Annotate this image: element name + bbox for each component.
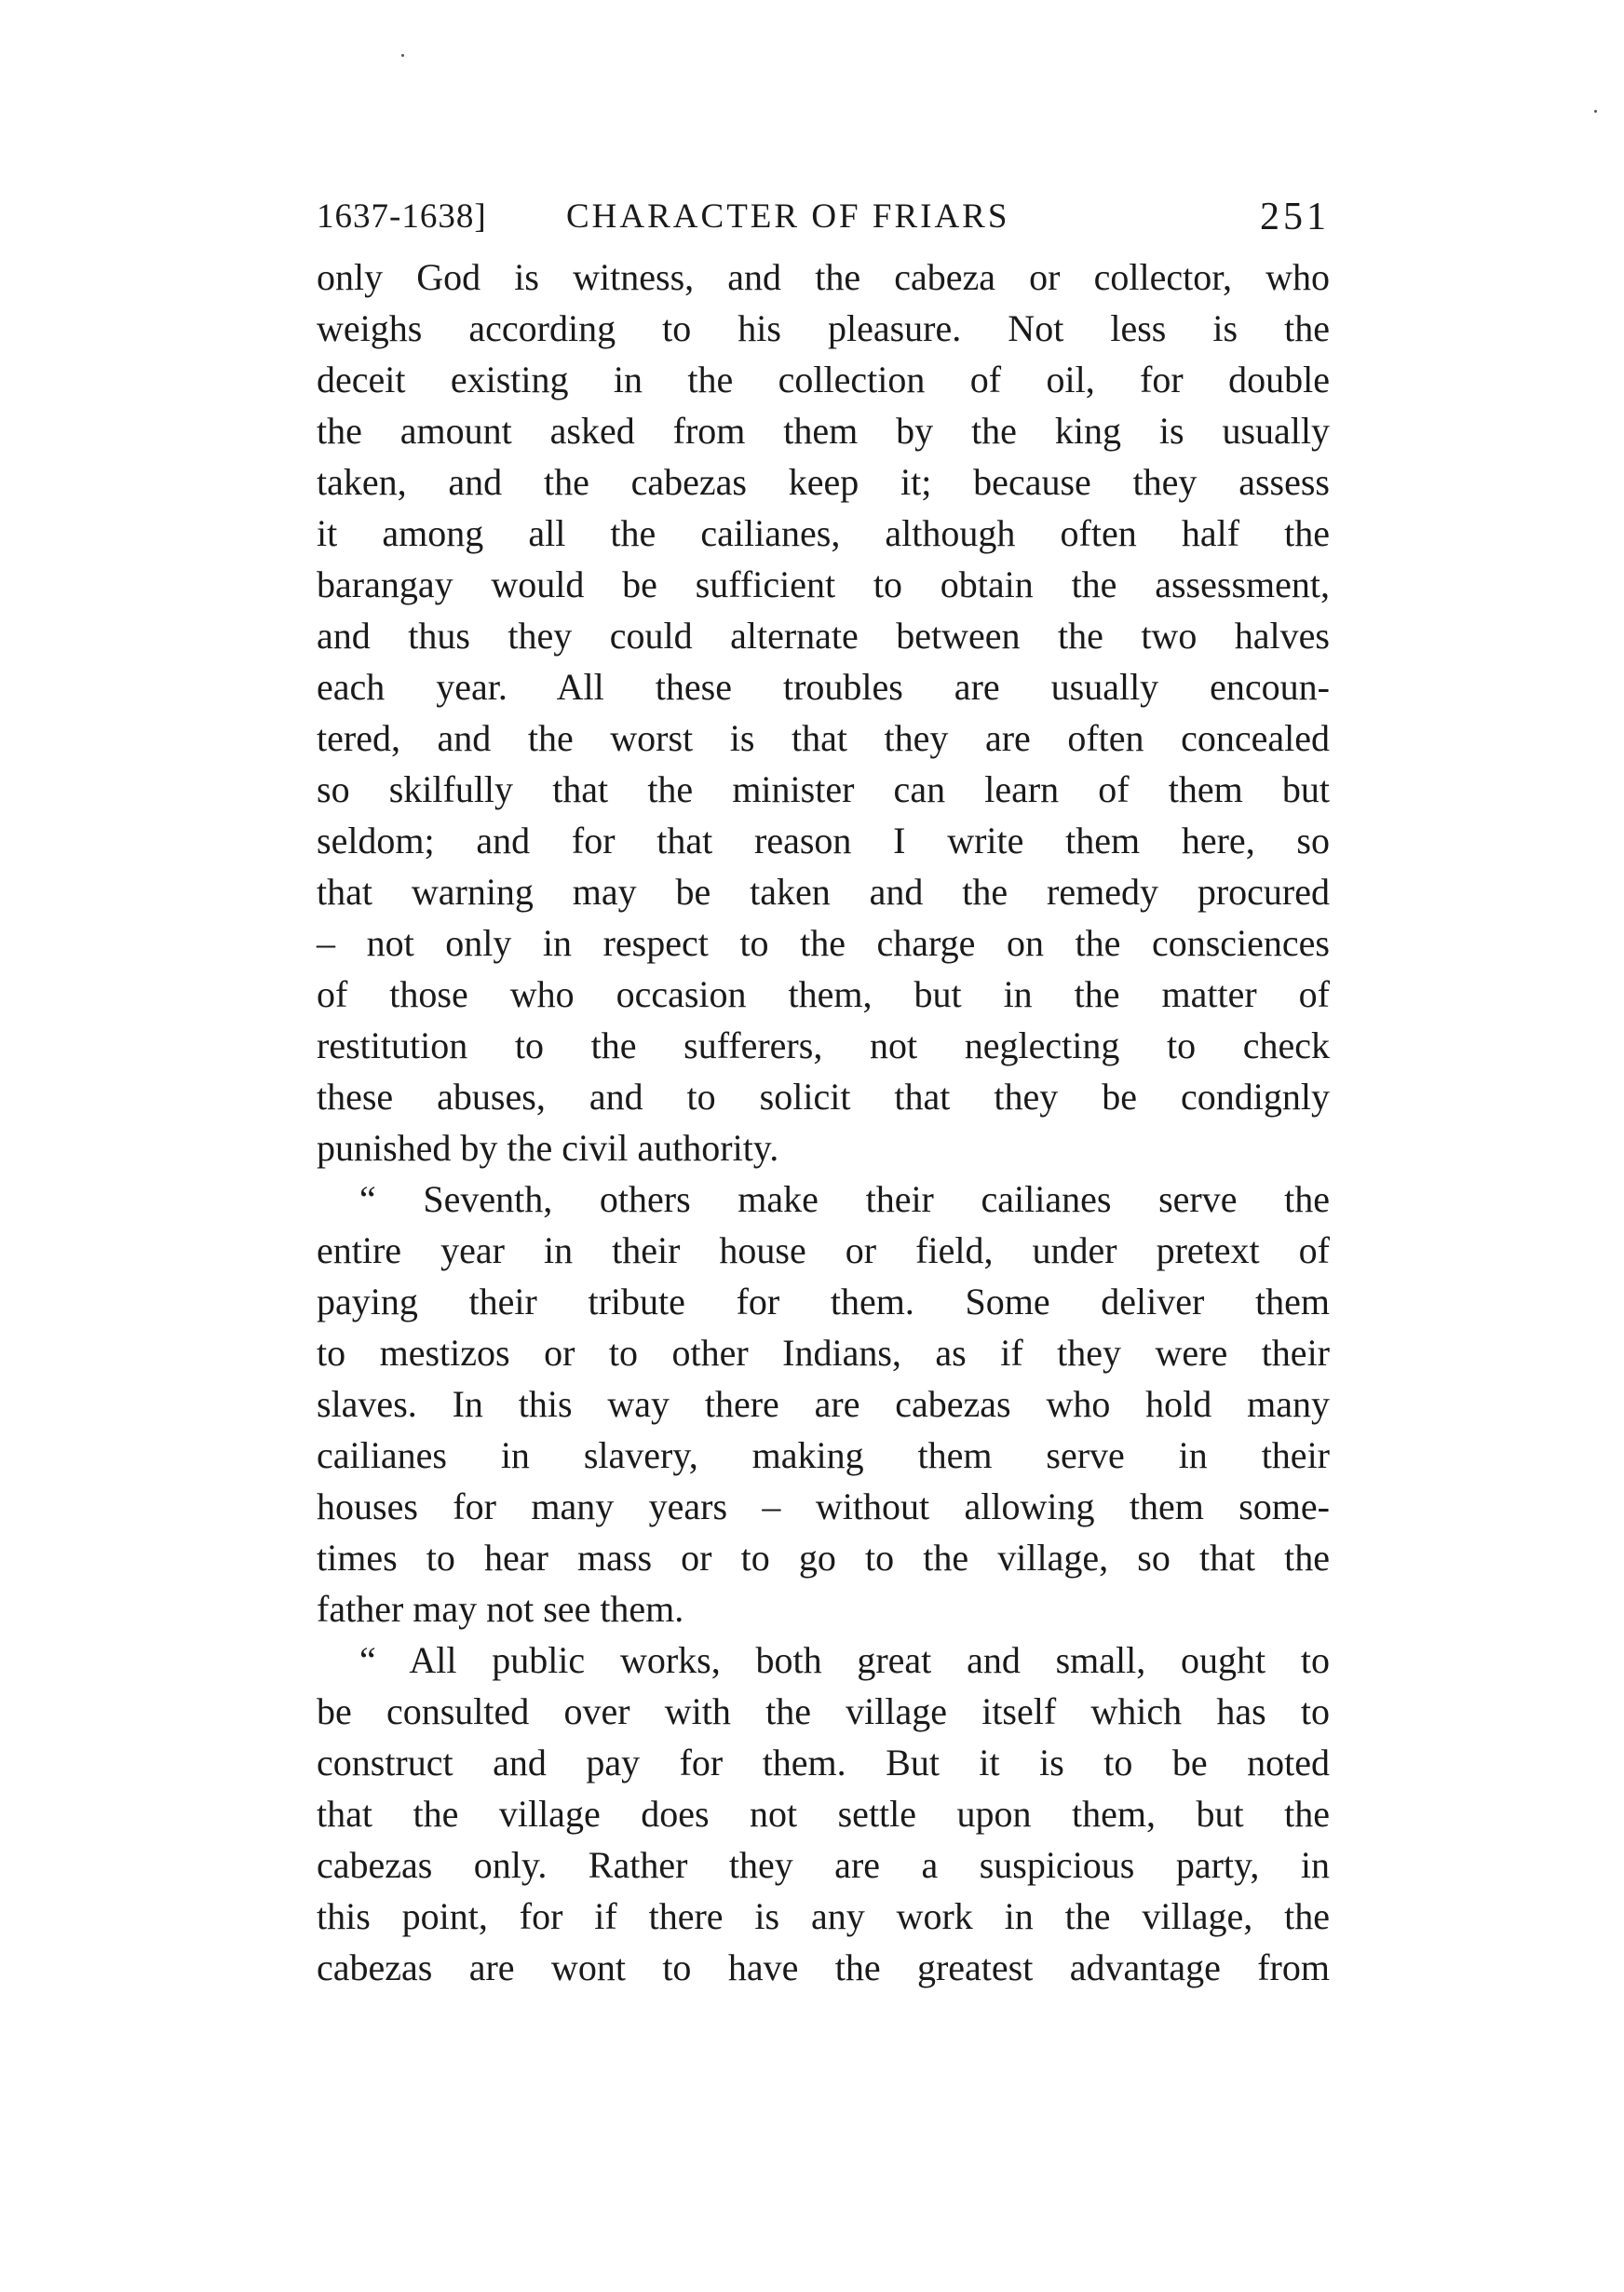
text-line: that the village does not settle upon them, but the bbox=[317, 1793, 1330, 1835]
paragraph-end-line: father may not see them. bbox=[317, 1588, 684, 1630]
text-line: be consulted over with the village itself which has to bbox=[317, 1690, 1330, 1732]
text-line: these abuses, and to solicit that they be condignly bbox=[317, 1076, 1330, 1118]
text-line: restitution to the sufferers, not neglecting to check bbox=[317, 1024, 1330, 1066]
text-line: only God is witness, and the cabeza or collector, who bbox=[317, 256, 1330, 298]
running-head bbox=[317, 194, 1330, 240]
text-line: seldom; and for that reason I write them here, so bbox=[317, 820, 1330, 861]
text-line: – not only in respect to the charge on the consciences bbox=[317, 922, 1330, 964]
text-line: cailianes in slavery, making them serve in their bbox=[317, 1434, 1330, 1476]
page-number: 251 bbox=[1260, 196, 1330, 238]
running-head-dates: 1637-1638] bbox=[317, 197, 487, 236]
body-text bbox=[317, 251, 1330, 1993]
text-line: and thus they could alternate between the two halves bbox=[317, 615, 1330, 657]
text-line: to mestizos or to other Indians, as if they were their bbox=[317, 1332, 1330, 1374]
text-line: of those who occasion them, but in the matter of bbox=[317, 973, 1330, 1015]
text-line: this point, for if there is any work in the village, the bbox=[317, 1895, 1330, 1937]
text-line: construct and pay for them. But it is to be noted bbox=[317, 1742, 1330, 1783]
text-line: houses for many years – without allowing them some- bbox=[317, 1485, 1330, 1527]
text-line: cabezas only. Rather they are a suspicious party, in bbox=[317, 1844, 1330, 1886]
scan-speck bbox=[401, 54, 404, 57]
text-line: each year. All these troubles are usually encoun- bbox=[317, 666, 1330, 708]
text-line: it among all the cailianes, although often half the bbox=[317, 512, 1330, 554]
text-line: entire year in their house or field, under pretext of bbox=[317, 1229, 1330, 1271]
text-line: slaves. In this way there are cabezas who hold many bbox=[317, 1383, 1330, 1425]
text-line: so skilfully that the minister can learn of them but bbox=[317, 768, 1330, 810]
text-line: times to hear mass or to go to the village, so that the bbox=[317, 1537, 1330, 1579]
text-line: the amount asked from them by the king is usually bbox=[317, 410, 1330, 452]
text-line: taken, and the cabezas keep it; because they assess bbox=[317, 461, 1330, 503]
paragraph-start-line: “ Seventh, others make their cailianes serve the bbox=[359, 1178, 1330, 1220]
text-line: tered, and the worst is that they are often concealed bbox=[317, 717, 1330, 759]
text-line: deceit existing in the collection of oil, for double bbox=[317, 359, 1330, 400]
paragraph-start-line: “ All public works, both great and small, ought to bbox=[359, 1639, 1330, 1681]
text-line: barangay would be sufficient to obtain the assessment, bbox=[317, 563, 1330, 605]
text-line: weighs according to his pleasure. Not less is the bbox=[317, 307, 1330, 349]
running-head-title: CHARACTER OF FRIARS bbox=[566, 197, 1010, 236]
text-line: that warning may be taken and the remedy procured bbox=[317, 871, 1330, 913]
text-line: paying their tribute for them. Some deliver them bbox=[317, 1281, 1330, 1322]
scan-speck bbox=[1594, 110, 1597, 113]
paragraph-end-line: punished by the civil authority. bbox=[317, 1127, 779, 1169]
text-line: cabezas are wont to have the greatest advantage from bbox=[317, 1946, 1330, 1988]
